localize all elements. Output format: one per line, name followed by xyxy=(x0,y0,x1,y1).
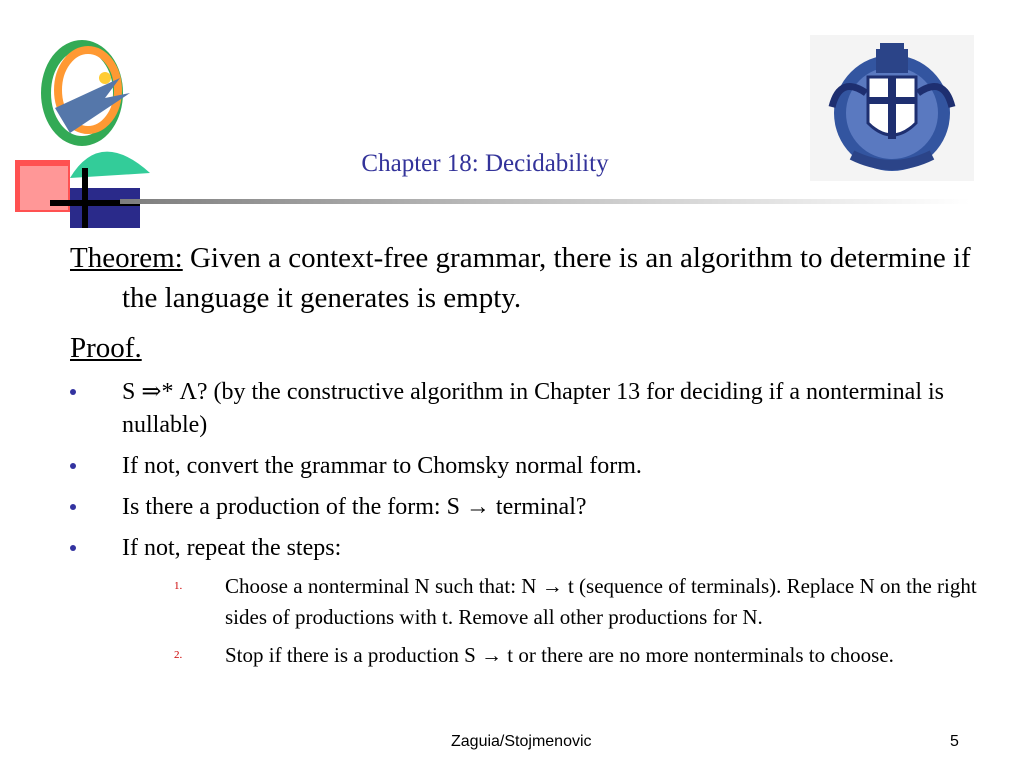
proof-label: Proof. xyxy=(70,332,142,364)
bullet-icon xyxy=(70,545,76,551)
bullet-text: Is there a production of the form: S → terminal? xyxy=(122,494,587,520)
slide-title: Chapter 18: Decidability xyxy=(361,150,609,177)
bullet-icon xyxy=(70,463,76,469)
bullet-text: If not, repeat the steps: xyxy=(122,535,342,561)
step-text: Stop if there is a production S → t or there are no more nonterminals to choose. xyxy=(225,643,894,667)
bullet-icon xyxy=(70,389,76,395)
bullet-text: S ⇒* Λ? (by the constructive algorithm in Chapter 13 for deciding if a nonterminal is nullable) xyxy=(122,379,944,438)
list-item xyxy=(70,491,990,524)
page-number: 5 xyxy=(950,733,959,750)
theorem-text: Given a context-free grammar, there is an algorithm to determine if the language it generates is empty. xyxy=(122,242,971,314)
steps-list xyxy=(122,571,990,671)
slide-body xyxy=(70,238,990,679)
footer-author: Zaguia/Stojmenovic xyxy=(451,733,592,750)
bullet-icon xyxy=(70,504,76,510)
bullet-text: If not, convert the grammar to Chomsky normal form. xyxy=(122,453,642,479)
list-item xyxy=(122,571,990,633)
list-item xyxy=(122,640,990,671)
step-text: Choose a nonterminal N such that: N → t (sequence of terminals). Replace N on the right sides of productions with t. Remove all other productions for N. xyxy=(225,574,977,629)
list-item xyxy=(70,450,990,483)
proof-heading xyxy=(70,328,990,368)
step-number: 2. xyxy=(174,649,183,661)
theorem-label: Theorem: xyxy=(70,242,183,274)
list-item xyxy=(70,376,990,442)
title-divider xyxy=(120,199,970,204)
list-item xyxy=(70,532,990,671)
step-number: 1. xyxy=(174,580,183,592)
theorem-statement xyxy=(70,238,990,318)
proof-bullet-list xyxy=(70,376,990,671)
